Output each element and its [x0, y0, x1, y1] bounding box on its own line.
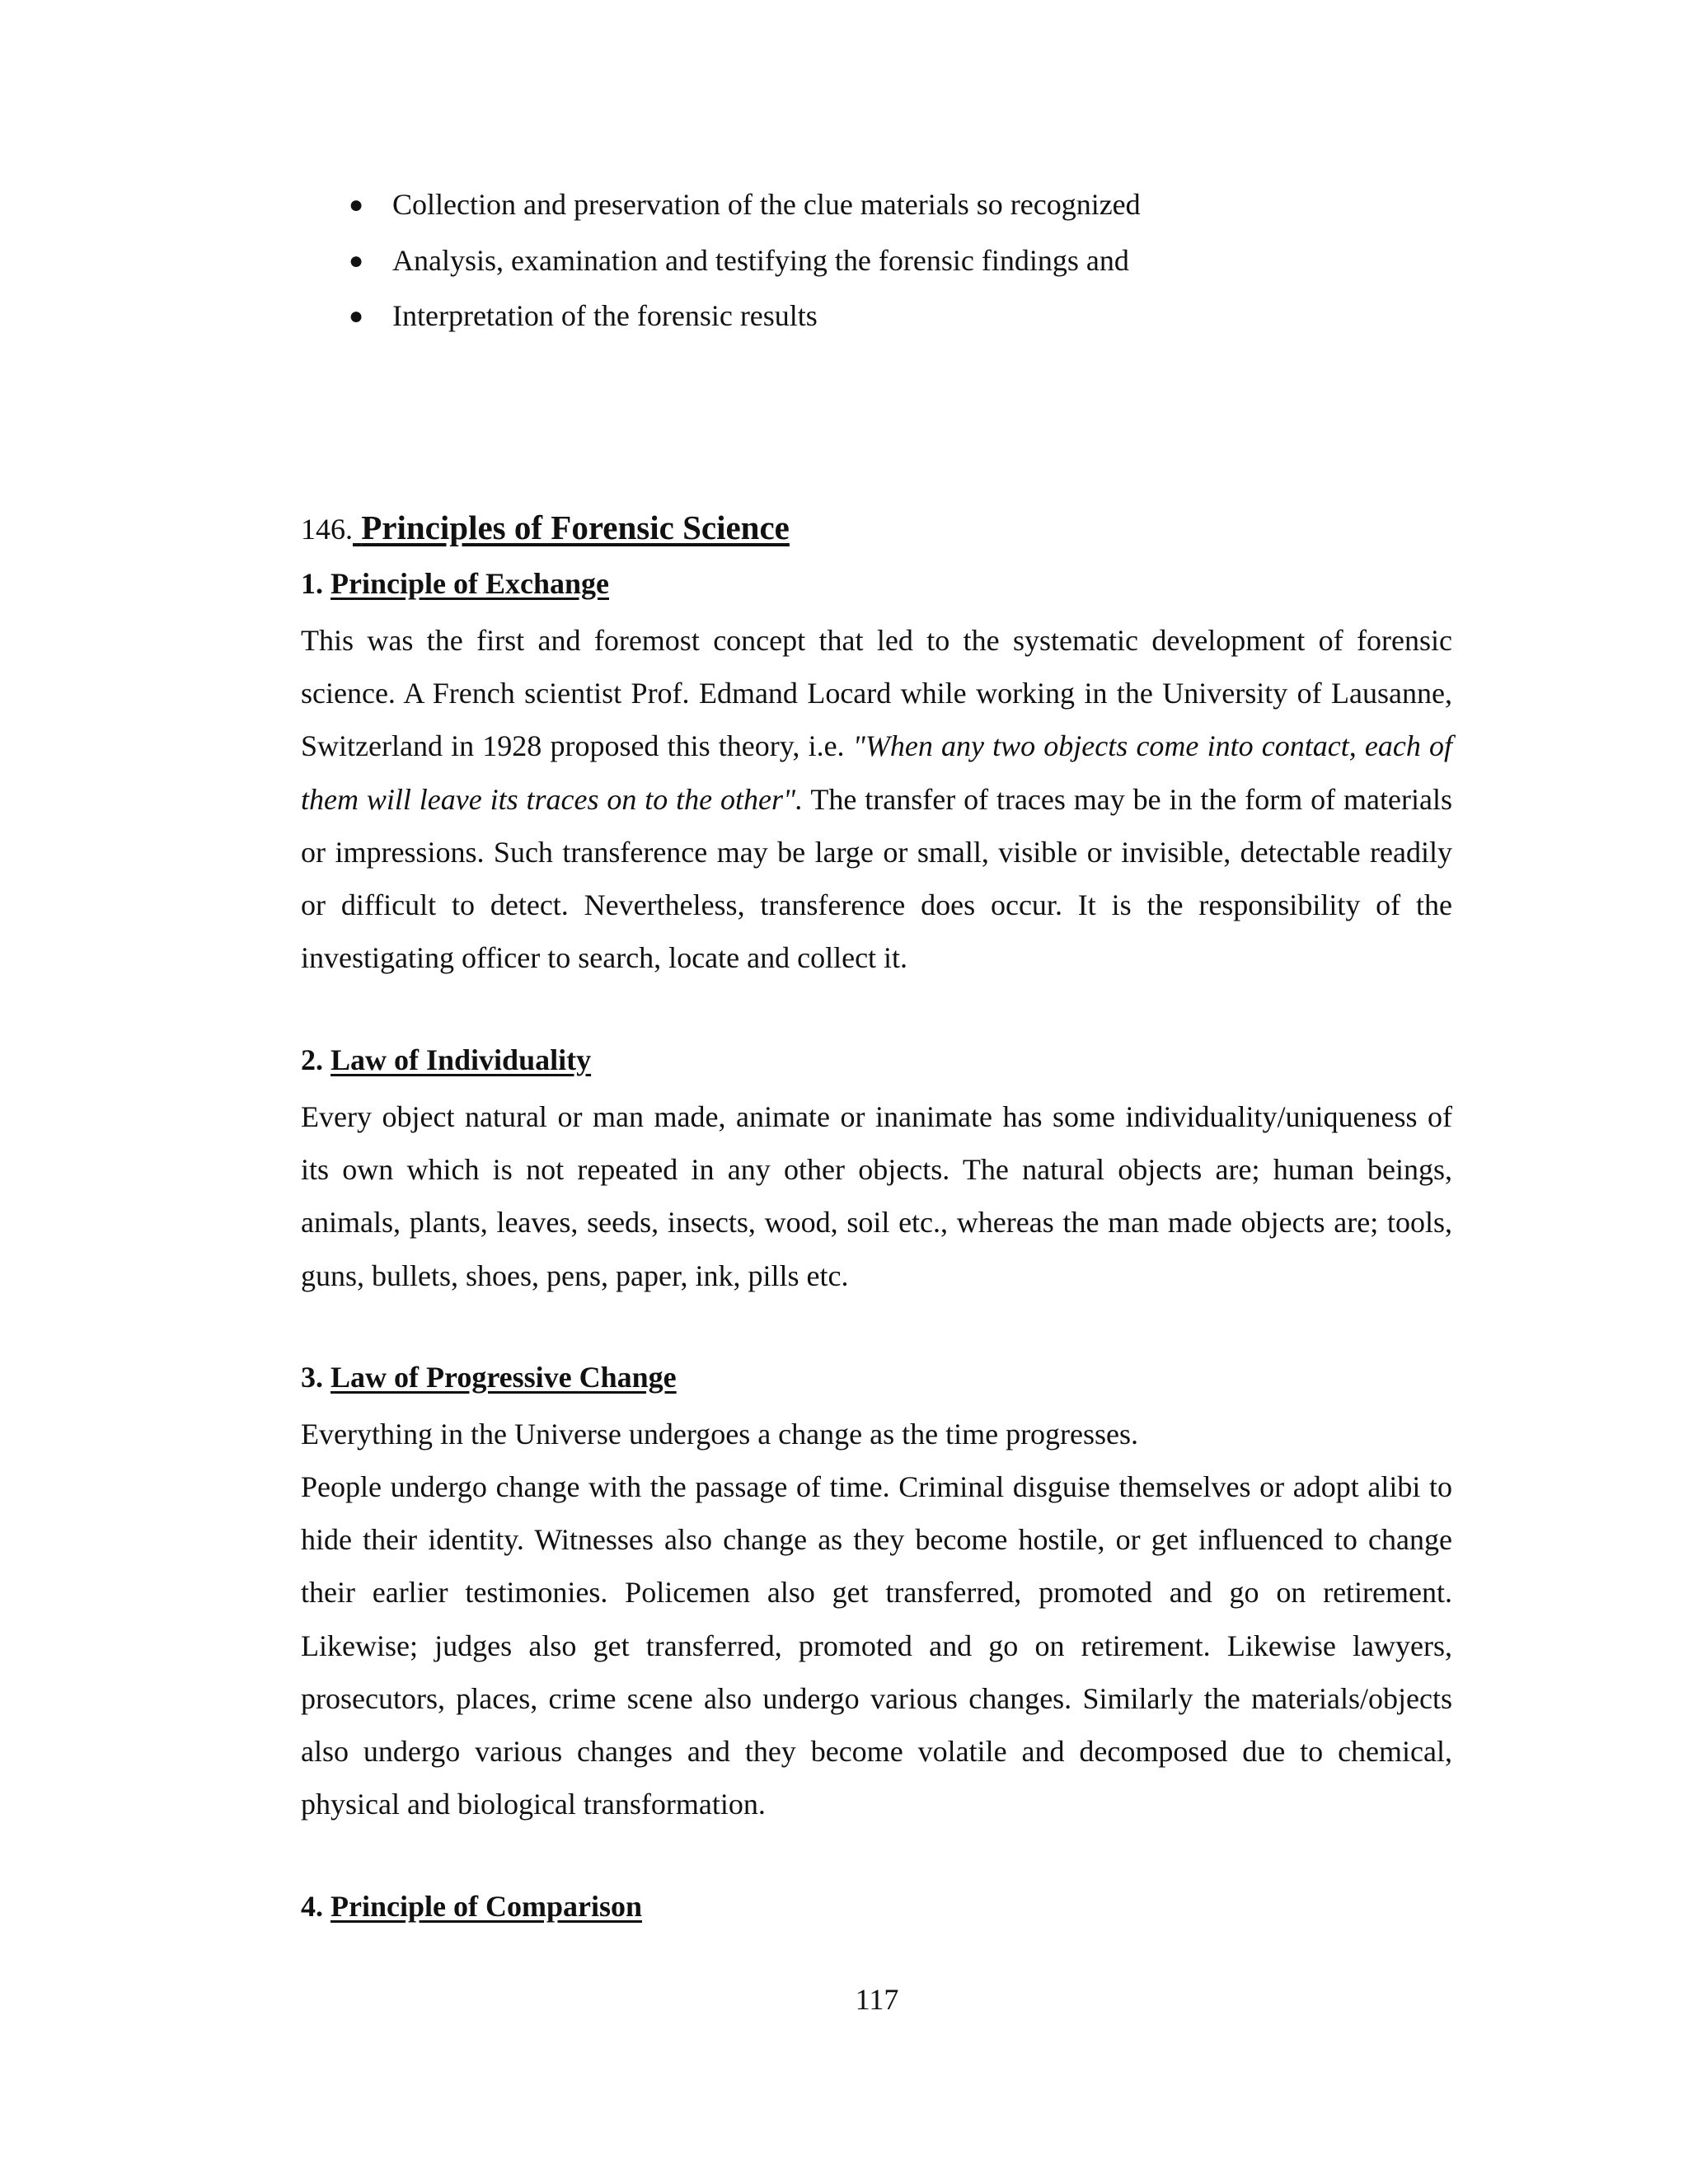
- principle-2-title: Law of Individuality: [331, 1043, 592, 1076]
- principle-1-heading: 1. Principle of Exchange: [301, 567, 609, 600]
- section-title: Principles of Forensic Science: [361, 509, 790, 546]
- list-item: ● Interpretation of the forensic results: [345, 288, 1141, 344]
- list-item: ● Analysis, examination and testifying the forensic findings and: [345, 233, 1141, 289]
- page-number: 117: [855, 1983, 899, 2016]
- principle-1-title: Principle of Exchange: [331, 567, 609, 600]
- principle-3-title: Law of Progressive Change: [331, 1361, 677, 1394]
- principle-2-heading: 2. Law of Individuality: [301, 1043, 592, 1076]
- section-number: 146.: [301, 513, 353, 546]
- bullet-icon: ●: [349, 246, 364, 274]
- principle-3-intro: Everything in the Universe undergoes a change as the time progresses.: [301, 1418, 1139, 1451]
- principle-1-body: This was the first and foremost concept that led to the systematic development of forensic science. A French scientist Prof. Edmand Locard while working in the University of Lausanne, Switzerland in 1928 proposed this theory, i.e. "When any two objects come into contact, each of them will leave its traces on to the other". The transfer of traces may be in the form of materials or impressions. Such transference may be large or small, visible or invisible, detectable readily or difficult to detect. Nevertheless, transference does occur. It is the responsibility of the investigating officer to search, locate and collect it.: [301, 624, 1452, 975]
- locard-quote: "When any two objects come into contact, each of them will leave its traces on to the other".: [301, 729, 1452, 816]
- principle-2-body: Every object natural or man made, animate or inanimate has some individuality/uniqueness of its own which is not repeated in any other objects. The natural objects are; human beings, animals, plants, leaves, seeds, insects, wood, soil etc., whereas the man made objects are; tools, guns, bullets, shoes, pens, paper, ink, pills etc.: [301, 1100, 1452, 1292]
- list-item: ● Collection and preservation of the clue materials so recognized: [345, 177, 1141, 233]
- principle-4-heading: 4. Principle of Comparison: [301, 1890, 642, 1923]
- bullet-icon: ●: [349, 191, 364, 218]
- principle-3-heading: 3. Law of Progressive Change: [301, 1361, 677, 1394]
- principle-3-body: People undergo change with the passage of time. Criminal disguise themselves or adopt alibi to hide their identity. Witnesses also change as they become hostile, or get influenced to change their earlier testimonies. Policemen also get transferred, promoted and go on retirement. Likewise; judges also get transferred, promoted and go on retirement. Likewise lawyers, prosecutors, places, crime scene also undergo various changes. Similarly the materials/objects also undergo various changes and they become volatile and decomposed due to chemical, physical and biological transformation.: [301, 1470, 1452, 1821]
- section-heading: [301, 508, 790, 547]
- bullet-icon: ●: [349, 302, 364, 330]
- bullet-list: [345, 177, 1141, 344]
- principle-4-title: Principle of Comparison: [331, 1890, 642, 1923]
